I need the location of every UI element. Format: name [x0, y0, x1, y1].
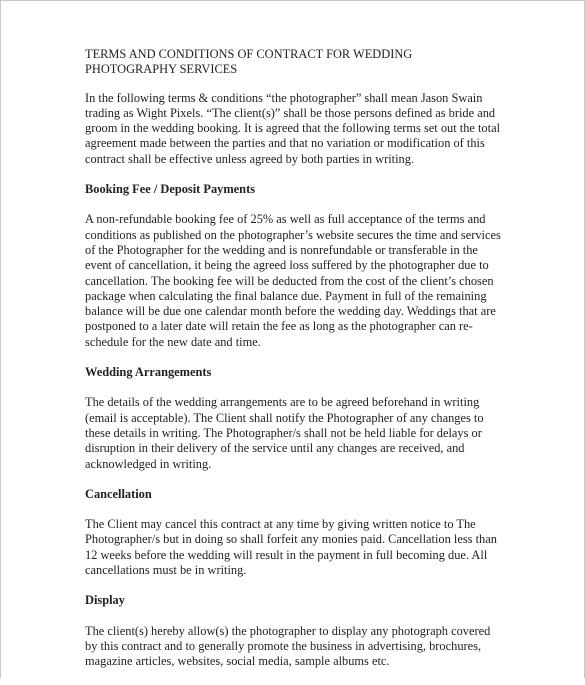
- section-heading-display: Display: [85, 593, 125, 608]
- section-body-cancellation: The Client may cancel this contract at any time by giving written notice to The Photographer/s but in doing so shall forfeit any monies paid. Cancellation less than 12 weeks before the wedding will result in the payment in full becoming due. All cancellations must be in writing.: [85, 517, 497, 578]
- section-body-booking-fee: A non-refundable booking fee of 25% as well as full acceptance of the terms and conditions as published on the photographer’s website secures the time and services of the Photographer for the wedding and is nonrefundable or transferable in the event of cancellation, it being the agreed loss suffered by the photographer due to cancellation. The booking fee will be deducted from the cost of the client’s chosen package when calculating the final balance due. Payment in full of the remaining balance will be due one calendar month before the wedding day. Weddings that are postponed to a later date will retain the fee as long as the photographer can re-schedule for the new date and time.: [85, 212, 501, 349]
- section-heading-booking-fee: Booking Fee / Deposit Payments: [85, 182, 256, 197]
- section-heading-wedding-arrangements: Wedding Arrangements: [85, 365, 212, 380]
- section-heading-cancellation: Cancellation: [85, 486, 152, 501]
- document-title: TERMS AND CONDITIONS OF CONTRACT FOR WEDDING PHOTOGRAPHY SERVICES: [85, 47, 413, 77]
- document-content: [85, 47, 505, 685]
- section-body-wedding-arrangements: The details of the wedding arrangements are to be agreed beforehand in writing (email is acceptable). The Client shall notify the Photographer of any changes to these details in writing. The Photographer/s shall not be held liable for delays or disruption in their delivery of the service until any changes are received, and acknowledged in writing.: [85, 395, 484, 471]
- intro-paragraph: In the following terms & conditions “the photographer” shall mean Jason Swain trading as Wight Pixels. “The client(s)” shall be those persons defined as bride and groom in the wedding booking. It is agreed that the following terms set out the total agreement made between the parties and that no variation or modification of this contract shall be effective unless agreed by both parties in writing.: [85, 90, 501, 166]
- section-body-display: The client(s) hereby allow(s) the photographer to display any photograph covered by this contract and to generally promote the business in advertising, brochures, magazine articles, websites, social media, sample albums etc.: [85, 623, 491, 669]
